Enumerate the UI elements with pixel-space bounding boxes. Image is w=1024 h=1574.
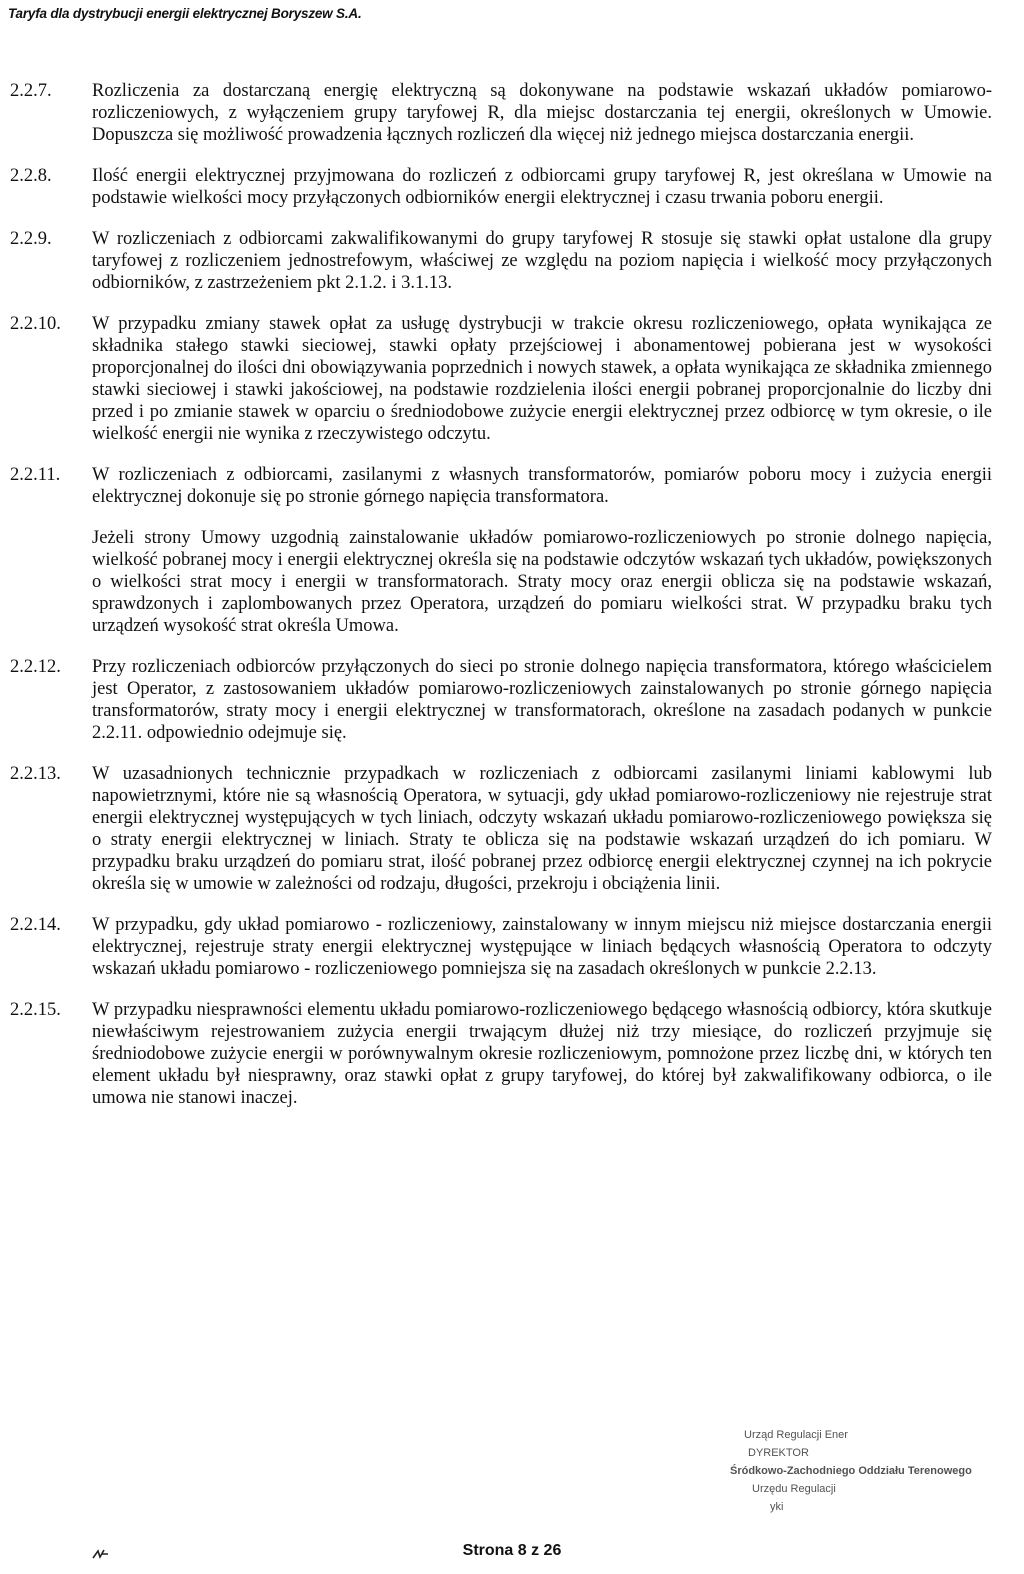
section-number: 2.2.11. [10, 465, 61, 485]
section-paragraph: W przypadku niesprawności elementu układu pomiarowo-rozliczeniowego będącego własnością odbiorcy, która skutkuje niewłaściwym rejestrowaniem zużycia energii trwającym dłużej niż trzy miesiące, do rozliczeń przyjmuje się średniodobowe zużycie energii w porównywalnym okresie rozliczeniowym, pomnożone przez liczbę dni, w których ten element układu był niesprawny, oraz stawki opłat z grupy taryfowej, do której był zakwalifikowany odbiorca, o ile umowa nie stanowi inaczej. [92, 1000, 992, 1108]
page-number: Strona 8 z 26 [462, 1542, 562, 1559]
document-header: Taryfa dla dystrybucji energii elektrycznej Boryszew S.A. [8, 6, 362, 21]
section-2-2-14 [10, 914, 992, 980]
section-2-2-11 [10, 464, 992, 637]
section-number: 2.2.9. [10, 229, 52, 249]
section-number: 2.2.13. [10, 764, 61, 784]
section-paragraph: W rozliczeniach z odbiorcami zakwalifikowanymi do grupy taryfowej R stosuje się stawki opłat ustalone dla grupy taryfowej z rozliczeniem jednostrefowym, właściwej ze względu na poziom napięcia i wielkość mocy przyłączonych odbiorników, z zastrzeżeniem pkt 2.1.2. i 3.1.13. [92, 229, 992, 293]
section-2-2-13 [10, 763, 992, 895]
section-paragraph: Przy rozliczeniach odbiorców przyłączonych do sieci po stronie dolnego napięcia transformatora, którego właścicielem jest Operator, z zastosowaniem układów pomiarowo-rozliczeniowych zainstalowanych po stronie górnego napięcia transformatorów, straty mocy i energii elektrycznej w transformatorach, określone na zasadach podanych w punkcie 2.2.11. odpowiednio odejmuje się. [92, 657, 992, 743]
section-paragraph: Rozliczenia za dostarczaną energię elektryczną są dokonywane na podstawie wskazań układów pomiarowo-rozliczeniowych, z wyłączeniem grupy taryfowej R, dla miejsc dostarczania tej energii, określonych w Umowie. Dopuszcza się możliwość prowadzenia łącznych rozliczeń dla więcej niż jednego miejsca dostarczania energii. [92, 81, 992, 145]
stamp-line: Urzędu Regulacji [752, 1483, 836, 1495]
section-number: 2.2.12. [10, 657, 61, 677]
section-number: 2.2.7. [10, 81, 52, 101]
section-2-2-8 [10, 165, 992, 209]
document-body [10, 80, 992, 1128]
section-number: 2.2.10. [10, 314, 61, 334]
official-stamp [730, 1426, 1010, 1546]
section-paragraph: W rozliczeniach z odbiorcami, zasilanymi z własnych transformatorów, pomiarów poboru mocy i zużycia energii elektrycznej dokonuje się po stronie górnego napięcia transformatora. [92, 465, 992, 507]
section-2-2-15 [10, 999, 992, 1109]
stamp-line: Urząd Regulacji Ener [744, 1429, 848, 1441]
section-paragraph: Jeżeli strony Umowy uzgodnią zainstalowanie układów pomiarowo-rozliczeniowych po stronie dolnego napięcia, wielkość pobranej mocy i energii elektrycznej określa się na podstawie odczytów wskazań tych układów, powiększonych o wielkości strat mocy i energii w transformatorach. Straty mocy oraz energii oblicza się na podstawie wskazań, sprawdzonych i zaplombowanych przez Operatora, urządzeń do pomiaru wielkości strat. W przypadku braku tych urządzeń wysokość strat określa Umowa. [92, 528, 992, 636]
section-2-2-9 [10, 228, 992, 294]
section-paragraph: W przypadku zmiany stawek opłat za usługę dystrybucji w trakcie okresu rozliczeniowego, opłata wynikająca ze składnika stałego stawki sieciowej, stawki opłaty przejściowej i abonamentowej pobierana jest w wysokości proporcjonalnej do ilości dni obowiązywania poprzednich i nowych stawek, a opłata wynikająca ze składnika zmiennego stawki sieciowej i stawki jakościowej, na podstawie rozdzielenia ilości energii pobranej proporcjonalnie do liczby dni przed i po zmianie stawek w oparciu o średniodobowe zużycie energii elektrycznej przez odbiorcę w tym okresie, o ile wielkość energii nie wynika z rzeczywistego odczytu. [92, 314, 992, 444]
section-2-2-12 [10, 656, 992, 744]
section-number: 2.2.8. [10, 166, 52, 186]
section-paragraph: W przypadku, gdy układ pomiarowo - rozliczeniowy, zainstalowany w innym miejscu niż miejsce dostarczania energii elektrycznej, rejestruje straty energii elektrycznej występujące w liniach będących własnością Operatora to odczyty wskazań układu pomiarowo - rozliczeniowego pomniejsza się na zasadach określonych w punkcie 2.2.13. [92, 915, 992, 979]
stamp-line: DYREKTOR [748, 1447, 809, 1459]
stamp-line: yki [770, 1501, 784, 1513]
stamp-line: Śródkowo-Zachodniego Oddziału Terenowego [730, 1465, 972, 1477]
section-2-2-10 [10, 313, 992, 445]
section-paragraph: Ilość energii elektrycznej przyjmowana do rozliczeń z odbiorcami grupy taryfowej R, jest określana w Umowie na podstawie wielkości mocy przyłączonych odbiorników energii elektrycznej i czasu trwania poboru energii. [92, 166, 992, 208]
section-paragraph: W uzasadnionych technicznie przypadkach w rozliczeniach z odbiorcami zasilanymi liniami kablowymi lub napowietrznymi, które nie są własnością Operatora, w sytuacji, gdy układ pomiarowo-rozliczeniowy nie rejestruje strat energii elektrycznej występujących w tych liniach, odczyty wskazań układu pomiarowo-rozliczeniowego powiększa się o straty energii elektrycznej w liniach. Straty te oblicza się na podstawie wskazań urządzeń do ich pomiaru. W przypadku braku urządzeń do pomiaru strat, ilość pobranej przez odbiorcę energii elektrycznej czynnej na ich pokrycie określa się w umowie w zależności od rodzaju, długości, przekroju i obciążenia linii. [92, 764, 992, 894]
section-number: 2.2.14. [10, 915, 61, 935]
section-number: 2.2.15. [10, 1000, 61, 1020]
section-2-2-7 [10, 80, 992, 146]
